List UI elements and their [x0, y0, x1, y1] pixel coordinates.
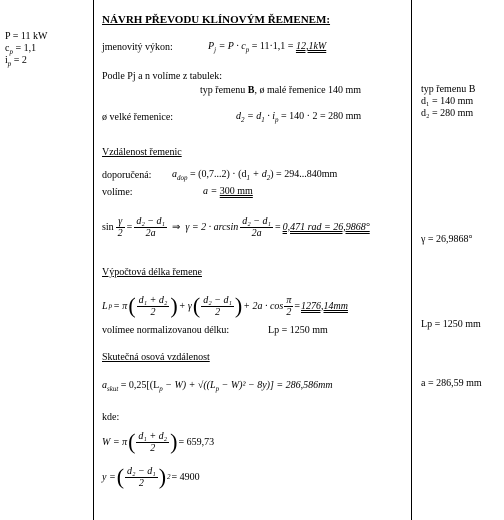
lp-norm-value: Lp = 1250 mm	[268, 325, 328, 336]
y-num: d₂ − d₁	[127, 465, 156, 477]
right-gamma: γ = 26,9868°	[421, 234, 473, 245]
velke-mul: · i	[264, 111, 276, 122]
gh-den: 2	[117, 227, 123, 239]
lp-formula: L p = π ( $\frac{\text{d₁ + d₂}}{2}$ ) + γ ( $\frac{\text{d₂ − d₁}}{2}$ ) + 2a · cos $\frac{\pi}{2}$ = 1276,14mm	[102, 293, 348, 318]
jmen-calc: = 11·1,1 =	[249, 41, 296, 52]
askut-sub: skut	[107, 385, 119, 393]
askut-a: a	[102, 380, 107, 391]
lp-sub: p	[108, 302, 113, 310]
askut-formula	[102, 380, 333, 393]
implies-arrow: ⇒	[172, 221, 181, 233]
askut-sub3: p	[215, 385, 220, 393]
right-a: a = 286,59 mm	[421, 378, 482, 389]
w-frac	[136, 431, 169, 454]
lp-f1d: 2	[137, 306, 170, 318]
velke-sub3: p	[275, 116, 279, 124]
vyp-heading: Výpočtová délka řemene	[102, 267, 202, 278]
page-title: NÁVRH PŘEVODU KLÍNOVÝM ŘEMENEM:	[102, 14, 331, 26]
ip-value: = 2	[11, 55, 27, 66]
cp-symbol: c	[5, 43, 10, 54]
velke-sub1: 2	[241, 116, 245, 124]
gh-num: γ	[118, 215, 123, 227]
jmen-result: 12,1kW	[295, 41, 327, 52]
lp-frac3	[284, 295, 293, 318]
given-power: P = 11 kW	[5, 31, 48, 42]
velke-formula	[236, 111, 361, 124]
volime-label: volíme:	[102, 187, 133, 198]
volime-formula	[203, 186, 253, 197]
lp-norm-label: volímee normalizovanou délku:	[102, 325, 230, 336]
dop-label: doporučená:	[102, 170, 152, 181]
sin-word: sin	[102, 221, 114, 233]
gamma-result: 0,471 rad = 26,9868°	[282, 221, 370, 233]
y-frac	[125, 466, 158, 489]
sin-frac	[134, 216, 167, 239]
velke-eq: = d	[244, 111, 262, 122]
sin-den: 2a	[134, 227, 167, 239]
dop-sub2: 2	[266, 174, 271, 182]
volime-a: a =	[203, 186, 220, 197]
y-eq: y =	[102, 471, 116, 483]
velke-label: ø velké řemenice:	[102, 112, 174, 123]
velke-sub2: 1	[261, 116, 265, 124]
askut-c: − W) + √((L	[162, 380, 216, 391]
dop-c: + d	[249, 169, 267, 180]
lp-f2d: 2	[201, 306, 234, 318]
askut-sub2: p	[159, 385, 163, 393]
given-ip	[5, 55, 27, 68]
jmen-p: P	[208, 41, 215, 52]
askut-b: = 0,25[(L	[118, 380, 160, 391]
gamma-half-frac	[116, 216, 125, 239]
cp-value: = 1,1	[12, 43, 37, 54]
lp-gamma: + γ	[178, 300, 192, 312]
typ-line	[200, 85, 361, 96]
dop-a: a	[172, 169, 177, 180]
w-eq: W = π	[102, 436, 128, 448]
right-column-divider	[411, 0, 412, 520]
lp-result: 1276,14mm	[300, 300, 348, 312]
w-den: 2	[136, 442, 169, 454]
dop-d: ) = 294...840mm	[270, 169, 338, 180]
jmen-sub-j: j	[214, 46, 217, 54]
lp-cos: + 2a · cos	[243, 300, 284, 312]
lp-f2n: d₂ − d₁	[203, 294, 232, 306]
g-den: 2a	[240, 227, 273, 239]
vzd-heading: Vzdálenost řemenic	[102, 147, 182, 158]
dop-b: = (0,7...2) · (d	[187, 169, 247, 180]
left-column-divider	[93, 0, 94, 520]
w-num: d₁ + d₂	[138, 430, 168, 442]
w-result: = 659,73	[178, 436, 215, 448]
typ-suffix: , ø malé řemenice 140 mm	[254, 85, 362, 96]
gamma-expr: γ = 2 · arcsin	[185, 221, 239, 233]
jmen-label: jmenovitý výkon:	[102, 42, 173, 53]
dop-sub1: 1	[246, 174, 250, 182]
g-num: d₂ − d₁	[242, 215, 271, 227]
lp-frac2	[201, 295, 234, 318]
kde-label: kde:	[102, 412, 120, 423]
jmen-formula	[208, 41, 326, 54]
sin-num: d₂ − d₁	[136, 215, 166, 227]
jmen-sub-p: p	[245, 46, 250, 54]
ip-symbol: i	[5, 55, 8, 66]
podle-line: Podle Pj a n volíme z tabulek:	[102, 71, 222, 82]
lp-f3n: π	[286, 294, 292, 306]
gamma-frac	[240, 216, 273, 239]
ip-sub: p	[7, 60, 12, 68]
lp-pi: = π	[113, 300, 128, 312]
askut-d: − W)² − 8y)] = 286,586mm	[219, 380, 333, 391]
cp-sub: p	[9, 48, 13, 56]
w-formula: W = π ( $\frac{\text{d₁ + d₂}}{2}$ ) = 659,73	[102, 429, 215, 454]
typ-prefix: typ řemenu	[200, 85, 248, 96]
velke-d: d	[236, 111, 241, 122]
y-formula: y = ( $\frac{\text{d₂ − d₁}}{2}$ ) 2 = 4900	[102, 464, 200, 489]
right-d2: d₂ = 280 mm	[421, 108, 474, 119]
right-typ: typ řemenu B	[421, 84, 476, 95]
jmen-mid: = P · c	[216, 41, 246, 52]
dop-sub: dop	[177, 174, 188, 182]
velke-result: = 140 · 2 = 280 mm	[278, 111, 362, 122]
right-lp: Lp = 1250 mm	[421, 319, 481, 330]
sin-formula: sin $\frac{\gamma}{2}$ = $\frac{\text{d₂ − d₁}}{2a}$ ⇒ γ = 2 · arcsin $\frac{\text{d₂ − d₁}}{2a}$ = 0,471 rad = 26,9868°	[102, 215, 370, 239]
lp-l: L	[102, 300, 108, 312]
y-den: 2	[125, 477, 158, 489]
dop-formula	[172, 169, 337, 182]
lp-f1n: d₁ + d₂	[138, 294, 168, 306]
typ-b: B	[247, 85, 255, 96]
lp-f3d: 2	[284, 306, 293, 318]
right-d1: d₁ = 140 mm	[421, 96, 474, 107]
lp-frac1	[137, 295, 170, 318]
volime-value: 300 mm	[219, 186, 253, 197]
skut-heading: Skutečná osová vzdálenost	[102, 352, 210, 363]
y-result: = 4900	[171, 471, 200, 483]
